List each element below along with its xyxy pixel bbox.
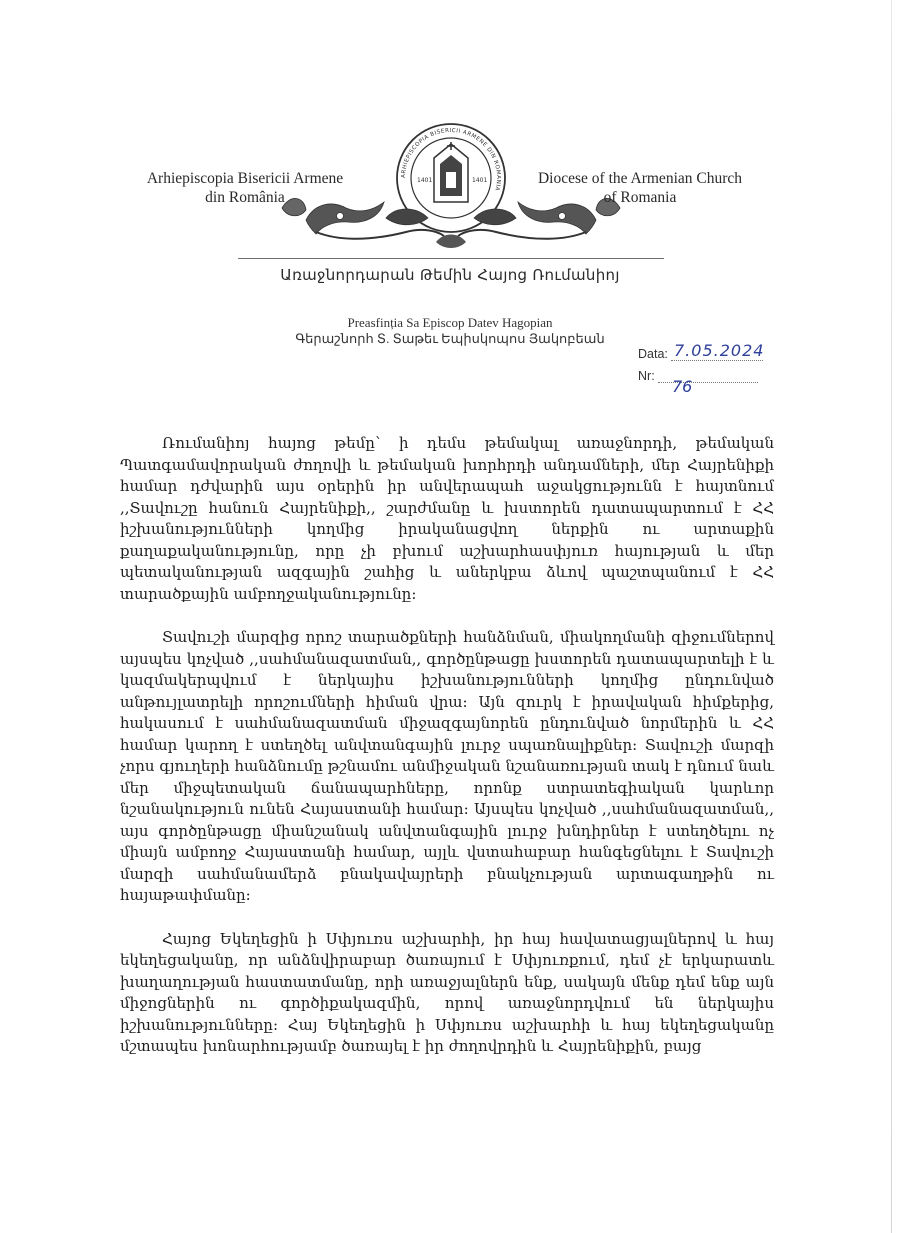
document-meta [638,341,765,396]
letter-body [120,433,774,1080]
header-right-line1: Diocese of the Armenian Church [537,170,743,187]
header-left-line2: din România [205,189,285,206]
header-english-name [520,169,760,207]
date-value: 7.05.2024 [674,341,765,360]
number-value: 76 [672,377,693,396]
page-edge [891,0,892,1233]
svg-text:1401: 1401 [417,177,433,184]
signatory-name-armenian: Գերաշնորհ Տ. Տաթեւ Եպիսկոպոս Յակոբեան [295,331,605,346]
signatory-name-romanian: Preasfinția Sa Episcop Datev Hagopian [347,315,553,330]
header-divider [238,258,664,259]
signatory-block [200,315,700,347]
header-left-line1: Arhiepiscopia Bisericii Armene [146,170,344,187]
number-label: Nr: [638,369,655,383]
svg-text:1401: 1401 [472,177,488,184]
body-paragraph: Հայոց Եկեղեցին ի Սփյուռս աշխարհի, իր հայ հավատացյալներով և հայ եկեղեցականը, որ անձնվիրաբար ծառայում է Սփյուռքում, դեմ չէ երկարատև խաղաղության հաստատմանը, որի առաջյալներն ենք, սակայն մենք դեմ ենք այն միջոցներին ու գործիքակազմին, որով առաջնորդվում են ներկայիս իշխանությունները: Հայ Եկեղեցին ի Սփյուռս աշխարհի և հայ եկեղեցականը մշտապես խոնարհությամբ ծառայել է իր ժողովրդին և Հայրենիքին, բայց [120,929,774,1055]
number-row [638,369,763,396]
body-paragraph: Տավուշի մարզից որոշ տարածքների հանձնման, միակողմանի զիջումներով այսպես կոչված ,,սահմանազատման,, գործընթացը խստորեն դատապարտելի է և կազմակերպվում է ներկայիս իշխանությունների կողմից ընդունված անթույլատրելի որոշումների հիման վրա: Այն զուրկ է իրավական հիմքերից, հակասում է սահմանազատման միջազգայնորեն ընդունված նորմերին և ՀՀ համար կարող է ստեղծել անվտանգային լուրջ սպառնալիքներ: Տավուշի մարզի չորս գյուղերի հանձնումը թշնամու անմիջական նշանառության տակ է դնում նաև մեր միջպետական ճանապարհները, որոնք ստրատեգիական կարևոր նշանակություն ունեն Հայաստանի համար: Այսպես կոչված ,,սահմանազատման,, այս գործընթացը միանշանակ անվտանգային լուրջ խնդիրներ է ստեղծելու ոչ միայն ամբողջ Հայաստանի համար, այլև վստահաբար հանգեցնելու է Տավուշի մարզի սահմանամերձ բնակավայրերի բնակչության արտագաղթին ու հայաթափմանը: [120,628,774,904]
svg-text:ARHIEPISCOPIA BISERICII ARMENE: ARHIEPISCOPIA BISERICII ARMENE DIN ROMANIA [400,127,502,192]
header-armenian-title: Առաջնորդարան Թեմին Հայոց Ռումանիոյ [280,266,620,284]
body-paragraph: Ռումանիոյ հայոց թեմը՝ ի դեմս թեմակալ առաջնորդի, թեմական Պատգամավորական ժողովի և թեմական խորհրդի անդամների, մեր Հայրենիքի համար դժվարին այս օրերին իր անվերապահ աջակցությունն է հայտնում ,,Տավուշը հանուն Հայրենիքի,, շարժմանը և խստորեն դատապարտում է ՀՀ իշխանությունների կողմից իրականացվող ներքին ու արտաքին քաղաքականությունը, որը չի բխում աշխարհասփյուռ հայության և մեր պետականության ազգային շահից և աներկբա ձևով պաշտպանում է ՀՀ տարածքային ամբողջականությունը: [120,434,774,603]
date-label: Data: [638,347,668,361]
header-right-line2: of Romania [603,189,677,206]
date-row [638,341,765,369]
